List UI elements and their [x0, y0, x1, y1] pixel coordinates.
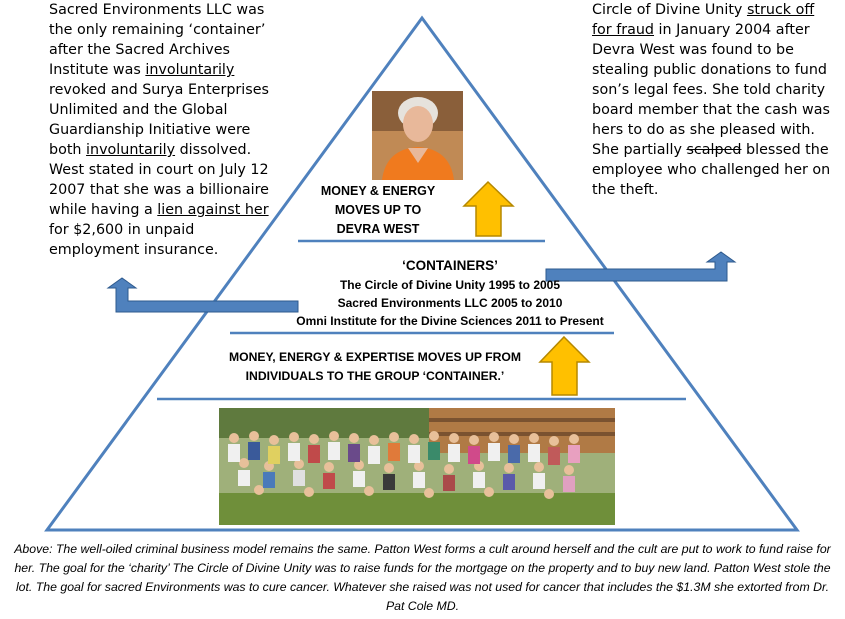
- up-arrow-bottom: [540, 337, 589, 395]
- top-tier-label: MONEY & ENERGY MOVES UP TO DEVRA WEST: [320, 184, 436, 236]
- containers-block: [290, 256, 610, 330]
- figure-caption: Above: The well-oiled criminal business model remains the same. Patton West forms a cult around herself and the cult are put to work to fund raise for her. The goal for the ‘charity’ The Circle of Divine Unity was to raise funds for the mortgage on the property and to buy new land. Patton West stole the lot. The goal for sacred Environments was to cure cancer. Whatever she raised was not used for cancer that includes the $1.3M she extorted from Dr. Pat Cole MD.: [14, 542, 831, 613]
- left-text-part: for $2,600 in unpaid employment insurance.: [49, 222, 219, 258]
- container-item: Omni Institute for the Divine Sciences 2011 to Present: [296, 314, 604, 328]
- left-side-arrow: [108, 278, 298, 312]
- left-text-underlined: lien against her: [157, 202, 269, 218]
- devra-west-photo: [372, 91, 463, 180]
- bottom-tier-label: MONEY, ENERGY & EXPERTISE MOVES UP FROM INDIVIDUALS TO THE GROUP ‘CONTAINER.’: [228, 350, 522, 383]
- right-text-part: blessed the employee who challenged her on the theft.: [592, 142, 831, 198]
- person-photo-drawing: [372, 91, 463, 180]
- right-text-part: in January 2004 after Devra West was found to be stealing public donations to fund son’s legal fees. She told charity board member that the cash was hers to do as she pleased with. She partially: [592, 22, 830, 158]
- left-text-part: revoked and Surya Enterprises Unlimited and the Global Guardianship Initiative were both: [49, 82, 269, 158]
- group-photo-drawing: [219, 408, 615, 525]
- left-text-underlined: involuntarily: [145, 62, 235, 78]
- up-arrow-top: [464, 182, 513, 236]
- container-item: The Circle of Divine Unity 1995 to 2005: [339, 278, 561, 292]
- containers-heading: ‘CONTAINERS’: [402, 258, 498, 273]
- right-text-underlined: struck off for fraud: [592, 2, 815, 38]
- container-item: Sacred Environments LLC 2005 to 2010: [337, 296, 563, 310]
- right-text-part: Circle of Divine Unity: [592, 2, 747, 18]
- left-text-underlined: involuntarily: [86, 142, 176, 158]
- right-side-text: [592, 0, 832, 200]
- left-text-part: Sacred Environments LLC was the only remaining ‘container’ after the Sacred Archives Institute was: [49, 2, 266, 78]
- right-text-strikethrough: scalped: [686, 142, 742, 158]
- left-text-part: dissolved. West stated in court on July 12 2007 that she was a billionaire while having a: [49, 142, 269, 218]
- group-photo: [219, 408, 615, 525]
- left-side-text: [49, 0, 279, 260]
